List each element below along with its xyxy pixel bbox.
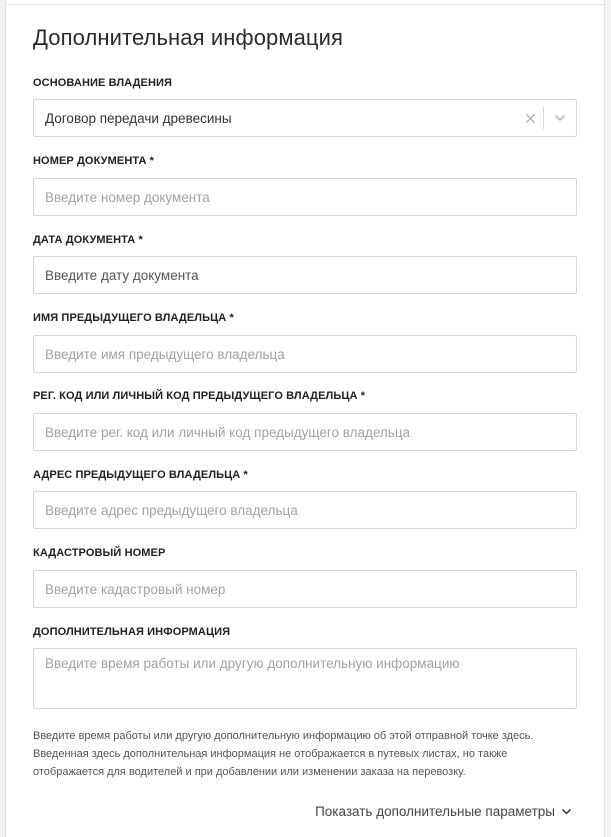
additional-info-hint: Введите время работы или другую дополнительную информацию об этой отправной точке здесь. Введенная здесь дополнительная информация не отображается в путевых листах, но также отображается для водителей и при добавлении или изменении заказа на перевозку. [33,730,534,778]
show-more-options-button[interactable] [315,804,572,819]
previous-owner-name-label: ИМЯ ПРЕДЫДУЩЕГО ВЛАДЕЛЬЦА * [33,312,234,324]
section-title: Дополнительная информация [33,25,344,50]
card-top-divider [6,4,604,5]
cadastral-number-field-wrap [33,570,577,608]
cadastral-number-input[interactable] [45,582,576,597]
document-date-input[interactable] [45,268,576,283]
previous-owner-address-label: АДРЕС ПРЕДЫДУЩЕГО ВЛАДЕЛЬЦА * [33,469,248,481]
document-number-input[interactable] [45,190,576,205]
chevron-down-icon[interactable] [544,100,576,136]
previous-owner-code-field-wrap [33,413,577,451]
show-more-options-label: Показать дополнительные параметры [315,804,555,819]
chevron-down-icon [561,804,572,819]
ownership-basis-value: Договор передачи древесины [45,110,232,126]
previous-owner-address-field-wrap [33,491,577,529]
document-date-label: ДАТА ДОКУМЕНТА * [33,234,143,246]
document-number-field-wrap [33,178,577,216]
ownership-basis-label: ОСНОВАНИЕ ВЛАДЕНИЯ [33,77,173,89]
previous-owner-code-input[interactable] [45,425,576,440]
previous-owner-code-label: РЕГ. КОД ИЛИ ЛИЧНЫЙ КОД ПРЕДЫДУЩЕГО ВЛАДЕЛЬЦА * [33,390,366,402]
document-date-field-wrap [33,256,577,294]
additional-info-field-wrap [33,648,577,709]
previous-owner-name-field-wrap [33,335,577,373]
additional-info-card [5,0,605,837]
cadastral-number-label: КАДАСТРОВЫЙ НОМЕР [33,547,166,559]
additional-info-label: ДОПОЛНИТЕЛЬНАЯ ИНФОРМАЦИЯ [33,626,231,638]
previous-owner-name-input[interactable] [45,347,576,362]
ownership-basis-select[interactable] [33,99,577,137]
close-icon[interactable] [517,100,543,136]
document-number-label: НОМЕР ДОКУМЕНТА * [33,155,155,167]
additional-info-textarea[interactable] [45,656,576,704]
previous-owner-address-input[interactable] [45,503,576,518]
